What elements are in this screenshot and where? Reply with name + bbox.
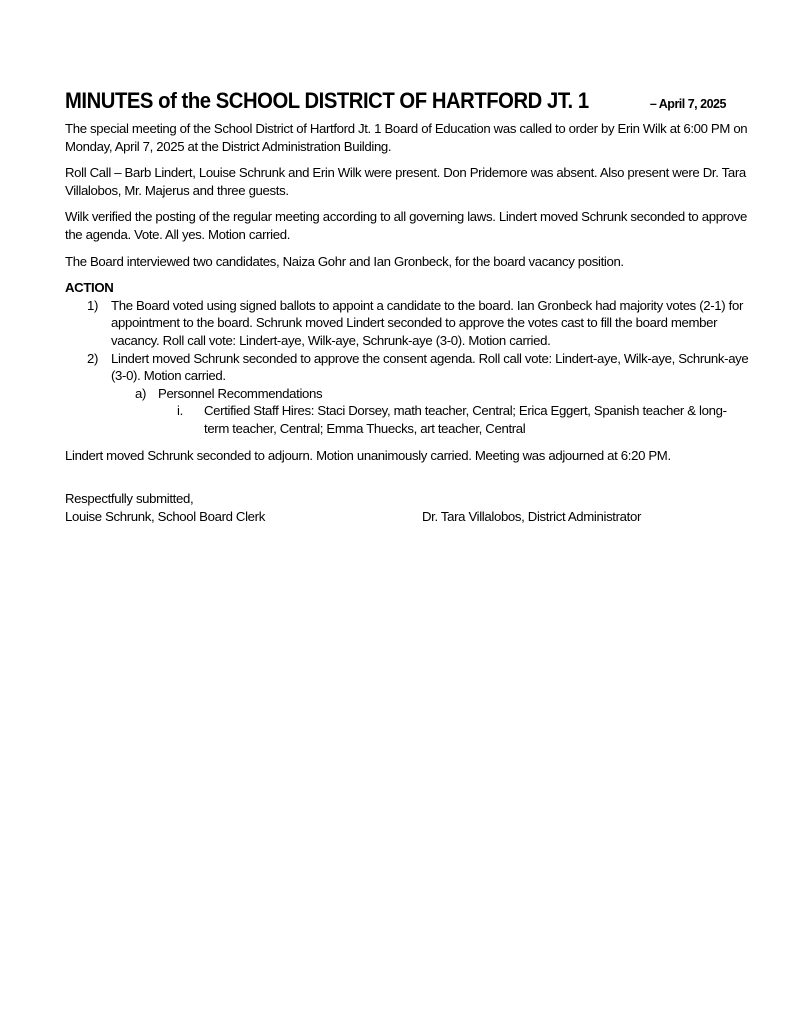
closing-line: Respectfully submitted, xyxy=(65,491,194,507)
action-item-number: 1) xyxy=(87,297,99,313)
posting-paragraph: Wilk verified the posting of the regular meeting according to all governing laws. Lindert moved Schrunk seconded to approve the agenda. Vote. All yes. Motion carried. xyxy=(65,209,747,242)
subsubitem-text: Certified Staff Hires: Staci Dorsey, math teacher, Central; Erica Eggert, Spanish teacher & long-term teacher, Central; Emma Thuecks, art teacher, Central xyxy=(204,403,727,436)
action-item-number: 2) xyxy=(87,350,99,366)
action-item-text: The Board voted using signed ballots to appoint a candidate to the board. Ian Gronbeck had majority votes (2-1) for appointment to the board. Schrunk moved Lindert seconded to approve the votes cast to fill the board member vacancy. Roll call vote: Lindert-aye, Wilk-aye, Schrunk-aye (3-0). Motion carried. xyxy=(111,297,743,348)
action-item-2 xyxy=(65,350,751,438)
action-item-1 xyxy=(65,297,751,350)
signature-row xyxy=(65,508,751,526)
title-main: MINUTES of the SCHOOL DISTRICT OF HARTFORD JT. 1 xyxy=(65,88,589,113)
subitem-text: Personnel Recommendations xyxy=(158,385,323,401)
action-list xyxy=(65,297,751,438)
clerk-signature: Louise Schrunk, School Board Clerk xyxy=(65,508,265,524)
subitem-letter: a) xyxy=(135,385,147,401)
administrator-signature: Dr. Tara Villalobos, District Administrator xyxy=(422,508,641,524)
personnel-sublist xyxy=(158,402,751,437)
roll-call-paragraph: Roll Call – Barb Lindert, Louise Schrunk and Erin Wilk were present. Don Pridemore was absent. Also present were Dr. Tara Villalobos, Mr. Majerus and three guests. xyxy=(65,165,746,198)
personnel-recommendations-item xyxy=(65,385,751,438)
call-to-order-paragraph: The special meeting of the School District of Hartford Jt. 1 Board of Education was called to order by Erin Wilk at 6:00 PM on Monday, April 7, 2025 at the District Administration Building. xyxy=(65,121,748,154)
action-heading: ACTION xyxy=(65,280,114,296)
subsubitem-numeral: i. xyxy=(177,403,183,419)
interviews-paragraph: The Board interviewed two candidates, Naiza Gohr and Ian Gronbeck, for the board vacancy position. xyxy=(65,253,624,269)
consent-agenda-sublist xyxy=(111,385,751,438)
signature-block xyxy=(65,490,751,525)
adjourn-paragraph: Lindert moved Schrunk seconded to adjourn. Motion unanimously carried. Meeting was adjourned at 6:20 PM. xyxy=(65,447,671,463)
title-date: – April 7, 2025 xyxy=(646,97,726,111)
document-title xyxy=(65,86,751,119)
action-item-text: Lindert moved Schrunk seconded to approve the consent agenda. Roll call vote: Lindert-aye, Wilk-aye, Schrunk-aye (3-0). Motion carried. xyxy=(111,350,749,384)
staff-hires-item xyxy=(65,402,751,437)
